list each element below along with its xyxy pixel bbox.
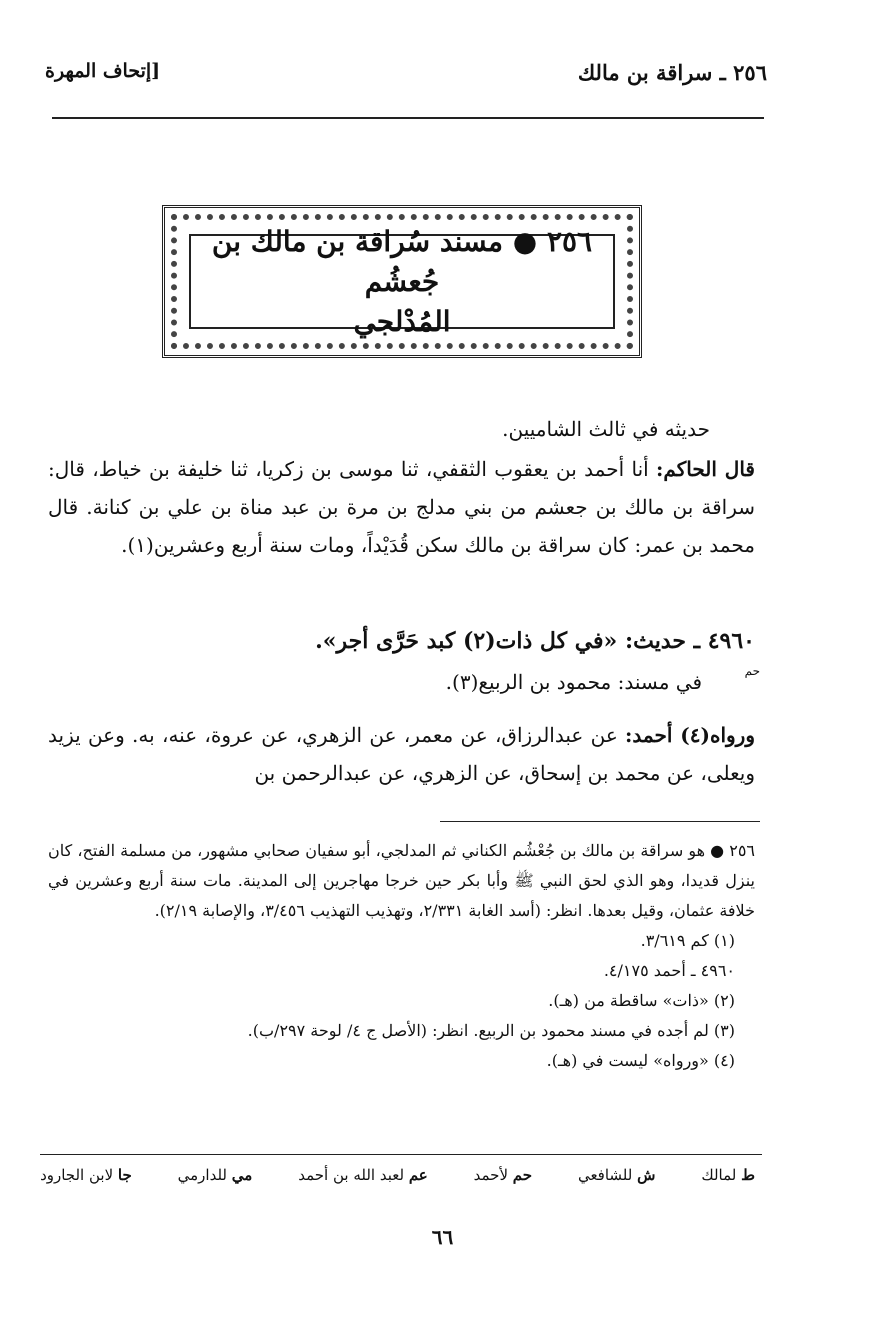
abbreviation-item: ط لمالك xyxy=(701,1166,755,1184)
section-title-box xyxy=(189,224,615,338)
footnote-item: (١) كم ٣/٦١٩. xyxy=(640,931,735,950)
footnote-item: (٣) لم أجده في مسند محمود بن الربيع. انظر: (الأصل ج ٤/ لوحة ٢٩٧/ب). xyxy=(247,1021,735,1040)
abbreviation-item: جا لابن الجارود xyxy=(40,1166,132,1184)
header-chapter-title: ٢٥٦ ـ سراقة بن مالك xyxy=(577,60,767,85)
page-number: ٦٦ xyxy=(431,1225,454,1249)
abbreviations-rule xyxy=(40,1154,762,1155)
paragraph-hadith-location: حديثه في ثالث الشاميين. xyxy=(502,417,710,441)
musnad-line: في مسند: محمود بن الربيع(٣). xyxy=(445,670,702,694)
footnote-rule xyxy=(440,821,760,822)
footnote-item: (٢) «ذات» ساقطة من (هـ). xyxy=(548,991,735,1010)
running-header xyxy=(45,60,767,100)
paragraph-lead-hakim: قال الحاكم: xyxy=(656,457,755,481)
footnote-item: (٤) «ورواه» ليست في (هـ). xyxy=(546,1051,735,1070)
footnote-item: ٤٩٦٠ ـ أحمد ٤/١٧٥. xyxy=(603,961,735,980)
header-rule xyxy=(52,117,764,119)
paragraph-hakim-text: أنا أحمد بن يعقوب الثقفي، ثنا موسى بن زكريا، ثنا خليفة بن خياط، قال: سراقة بن مالك بن جعشم من بني مدلج بن مرة بن عبد مناة بن علي بن كنانة. قال محمد بن عمر: كان سراقة بن مالك سكن قُدَيْداً، ومات سنة أربع وعشرين(١). xyxy=(48,457,755,557)
section-title-frame xyxy=(162,205,642,358)
source-code-mark: حم xyxy=(744,664,760,678)
paragraph-narration xyxy=(48,716,755,792)
paragraph-hakim xyxy=(48,450,755,564)
footnote-biography: ٢٥٦ ● هو سراقة بن مالك بن جُعْشُم الكناني ثم المدلجي، أبو سفيان صحابي مشهور، من مسلمة الفتح، كان ينزل قديدا، وهو الذي لحق النبي ﷺ وأبا بكر حين خرجا مهاجرين إلى المدينة. مات سنة أربع وعشرين في خلافة عثمان، وقيل بعدها. انظر: (أسد الغابة ٢/٣٣١، وتهذيب التهذيب ٣/٤٥٦، والإصابة ٢/١٩). xyxy=(48,841,756,920)
hadith-heading: ٤٩٦٠ ـ حديث: «في كل ذات(٢) كبد حَرَّى أجر». xyxy=(315,628,755,654)
abbreviation-item: ش للشافعي xyxy=(577,1166,656,1184)
abbreviation-item: عم لعبد الله بن أحمد xyxy=(298,1166,428,1184)
abbreviation-item: مي للدارمي xyxy=(177,1166,253,1184)
section-title-line-2: المُدْلجي xyxy=(353,304,451,338)
paragraph-narration-text: عن عبدالرزاق، عن معمر، عن الزهري، عن عروة، عنه، به. وعن يزيد ويعلى، عن محمد بن إسحاق، عن الزهري، عن عبدالرحمن بن xyxy=(48,723,755,785)
abbreviations-legend xyxy=(40,1166,755,1184)
paragraph-lead-narration: ورواه(٤) أحمد: xyxy=(625,723,755,747)
footnotes xyxy=(48,836,755,1076)
header-book-title: [إتحاف المهرة xyxy=(45,60,161,82)
section-title-line-1: ٢٥٦ ● مسند سُراقة بن مالك بن جُعشُم xyxy=(211,224,593,298)
abbreviation-item: حم لأحمد xyxy=(473,1166,533,1184)
